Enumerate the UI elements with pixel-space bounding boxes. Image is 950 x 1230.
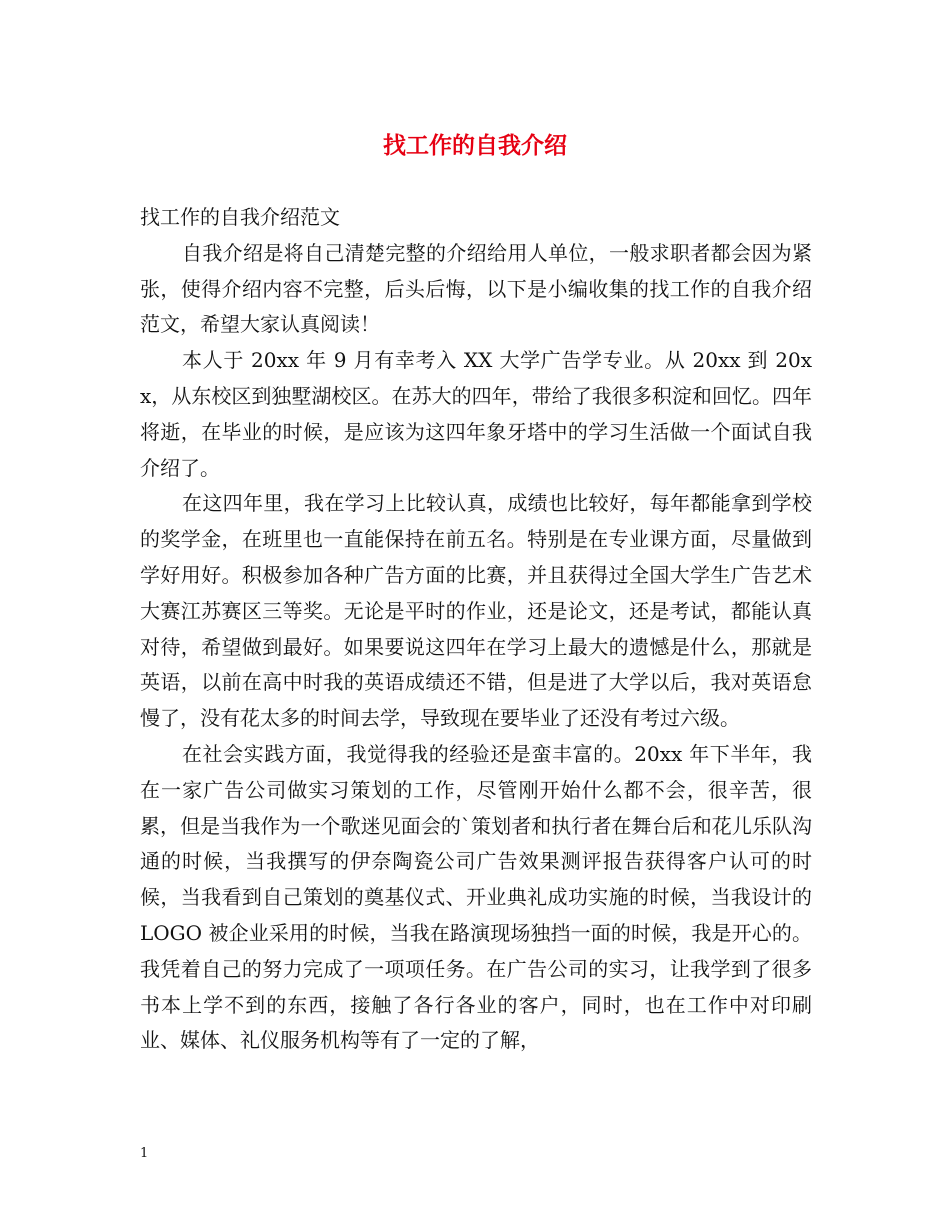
paragraph-study: 在这四年里，我在学习上比较认真，成绩也比较好，每年都能拿到学校的奖学金，在班里也一直能保持在前五名。特别是在专业课方面，尽量做到学好用好。积极参加各种广告方面的比赛，并且获得过全国大学生广告艺术大赛江苏赛区三等奖。无论是平时的作业，还是论文，还是考试，都能认真对待，希望做到最好。如果要说这四年在学习上最大的遗憾是什么，那就是英语，以前在高中时我的英语成绩还不错，但是进了大学以后，我对英语怠慢了，没有花太多的时间去学，导致现在要毕业了还没有考过六级。 xyxy=(140,491,812,731)
paragraph-practice: 在社会实践方面，我觉得我的经验还是蛮丰富的。20xx 年下半年，我在一家广告公司做实习策划的工作，尽管刚开始什么都不会，很辛苦，很累，但是当我作为一个歌迷见面会的`策划者和执行者在舞台后和花儿乐队沟通的时候，当我撰写的伊奈陶瓷公司广告效果测评报告获得客户认可的时候，当我看到自己策划的奠基仪式、开业典礼成功实施的时候，当我设计的 LOGO 被企业采用的时候，当我在路演现场独挡一面的时候，我是开心的。我凭着自己的努力完成了一项项任务。在广告公司的实习，让我学到了很多书本上学不到的东西，接触了各行各业的客户，同时，也在工作中对印刷业、媒体、礼仪服务机构等有了一定的了解， xyxy=(140,741,812,1053)
document-body xyxy=(140,200,812,1059)
paragraph-intro: 自我介绍是将自己清楚完整的介绍给用人单位，一般求职者都会因为紧张，使得介绍内容不完整，后头后悔，以下是小编收集的找工作的自我介绍范文，希望大家认真阅读！ xyxy=(140,240,812,337)
paragraph-education: 本人于 20xx 年 9 月有幸考入 XX 大学广告学专业。从 20xx 到 20xx，从东校区到独墅湖校区。在苏大的四年，带给了我很多积淀和回忆。四年将逝，在毕业的时候，是应该为这四年象牙塔中的学习生活做一个面试自我介绍了。 xyxy=(140,348,812,480)
document-title: 找工作的自我介绍 xyxy=(383,132,567,159)
document-subtitle: 找工作的自我介绍范文 xyxy=(140,205,340,229)
page-number: 1 xyxy=(140,1146,149,1161)
